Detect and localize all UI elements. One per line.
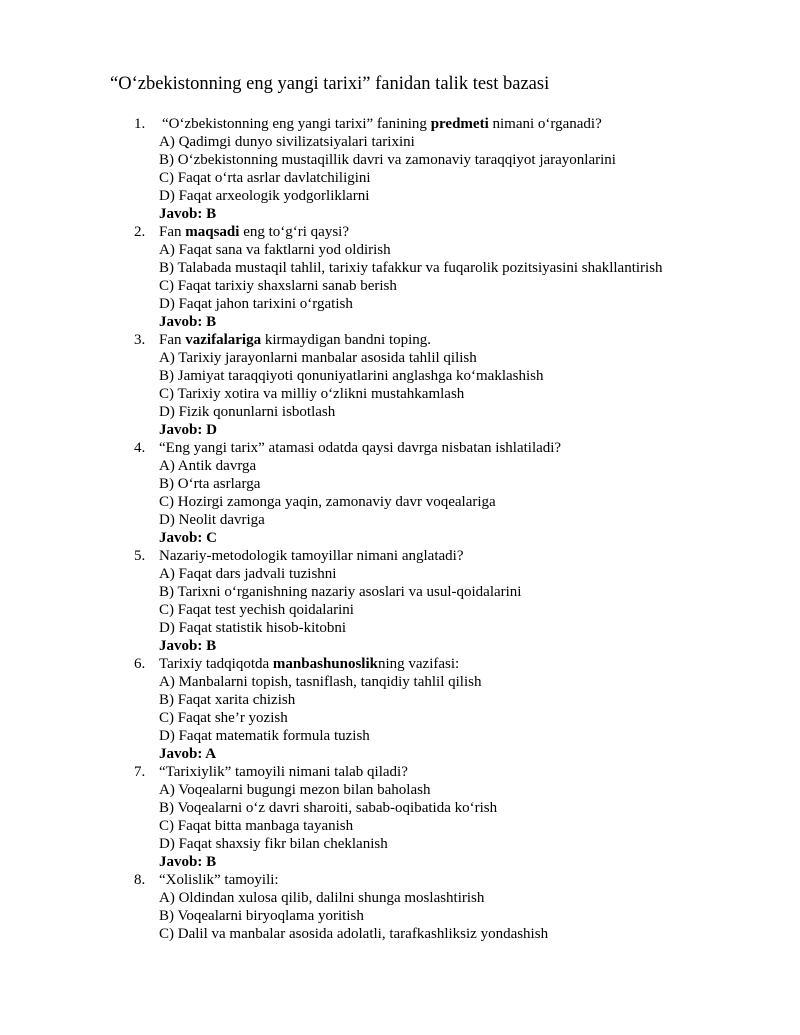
answer-option: D) Neolit davriga [159, 512, 265, 528]
answer-option: A) Faqat dars jadvali tuzishni [159, 566, 337, 582]
question-item [0, 547, 800, 655]
answer-option: B) O‘rta asrlarga [159, 476, 261, 492]
answer-option: D) Fizik qonunlarni isbotlash [159, 404, 336, 420]
answer-option: D) Faqat jahon tarixini o‘rgatish [159, 296, 353, 312]
question-item [0, 439, 800, 547]
answer-option: B) Jamiyat taraqqiyoti qonuniyatlarini anglashga ko‘maklashish [159, 368, 544, 384]
answer-option: A) Antik davrga [159, 458, 257, 474]
stem-keyword: maqsadi [185, 224, 240, 240]
question-list [0, 115, 800, 943]
answer-option: B) Voqealarni o‘z davri sharoiti, sabab-oqibatida ko‘rish [159, 800, 498, 816]
answer-option: C) Faqat she’r yozish [159, 710, 288, 726]
answer-option: B) Talabada mustaqil tahlil, tarixiy tafakkur va fuqarolik pozitsiyasini shakllantirish [159, 260, 663, 276]
answer-option: B) Voqealarni biryoqlama yoritish [159, 908, 364, 924]
stem-keyword: vazifalariga [185, 332, 262, 348]
answer-option: A) Oldindan xulosa qilib, dalilni shunga moslashtirish [159, 890, 485, 906]
question-item [0, 655, 800, 763]
question-number: 6. [134, 656, 146, 672]
answer-option: D) Faqat statistik hisob-kitobni [159, 620, 347, 636]
answer-option: B) O‘zbekistonning mustaqillik davri va zamonaviy taraqqiyot jarayonlarini [159, 152, 616, 168]
answer-key: Javob: B [159, 206, 217, 222]
answer-option: C) Tarixiy xotira va milliy o‘zlikni mustahkamlash [159, 386, 465, 402]
document-title: “O‘zbekistonning eng yangi tarixi” fanidan talik test bazasi [110, 74, 550, 94]
question-number: 3. [134, 332, 146, 348]
answer-option: D) Faqat matematik formula tuzish [159, 728, 370, 744]
answer-option: C) Faqat o‘rta asrlar davlatchiligini [159, 170, 371, 186]
answer-option: C) Faqat bitta manbaga tayanish [159, 818, 354, 834]
question-stem: “Eng yangi tarix” atamasi odatda qaysi davrga nisbatan ishlatiladi? [159, 440, 562, 456]
stem-keyword: manbashunoslik [272, 656, 378, 672]
answer-option: A) Faqat sana va faktlarni yod oldirish [159, 242, 391, 258]
answer-option: C) Hozirgi zamonga yaqin, zamonaviy davr voqealariga [159, 494, 496, 510]
question-number: 1. [134, 116, 146, 132]
answer-option: A) Voqealarni bugungi mezon bilan baholash [159, 782, 431, 798]
question-stem: Fan maqsadi eng to‘g‘ri qaysi? [159, 224, 349, 240]
answer-key: Javob: B [159, 314, 217, 330]
answer-option: B) Faqat xarita chizish [159, 692, 296, 708]
question-number: 4. [134, 440, 146, 456]
question-stem: “Xolislik” tamoyili: [159, 872, 279, 888]
question-number: 5. [134, 548, 146, 564]
question-stem: “Tarixiylik” tamoyili nimani talab qiladi? [159, 764, 408, 780]
stem-keyword: predmeti [430, 116, 489, 132]
question-item [0, 331, 800, 439]
question-item [0, 763, 800, 871]
question-item [0, 115, 800, 223]
answer-option: C) Dalil va manbalar asosida adolatli, tarafkashliksiz yondashish [159, 926, 549, 942]
answer-option: B) Tarixni o‘rganishning nazariy asoslari va usul-qoidalarini [159, 584, 522, 600]
question-number: 7. [134, 764, 146, 780]
answer-key: Javob: D [159, 422, 217, 438]
question-stem: Tarixiy tadqiqotda manbashunoslikning vazifasi: [159, 656, 460, 672]
answer-option: A) Manbalarni topish, tasniflash, tanqidiy tahlil qilish [159, 674, 482, 690]
answer-key: Javob: B [159, 638, 217, 654]
answer-option: A) Tarixiy jarayonlarni manbalar asosida tahlil qilish [159, 350, 477, 366]
answer-option: C) Faqat test yechish qoidalarini [159, 602, 354, 618]
question-number: 2. [134, 224, 146, 240]
answer-option: D) Faqat arxeologik yodgorliklarni [159, 188, 370, 204]
answer-key: Javob: A [159, 746, 217, 762]
question-stem: Nazariy-metodologik tamoyillar nimani anglatadi? [159, 548, 464, 564]
question-item [0, 223, 800, 331]
question-stem: “O‘zbekistonning eng yangi tarixi” fanining predmeti nimani o‘rganadi? [162, 116, 602, 132]
answer-key: Javob: C [159, 530, 217, 546]
answer-key: Javob: B [159, 854, 217, 870]
answer-option: C) Faqat tarixiy shaxslarni sanab berish [159, 278, 397, 294]
question-number: 8. [134, 872, 146, 888]
answer-option: A) Qadimgi dunyo sivilizatsiyalari tarixini [159, 134, 415, 150]
question-item [0, 871, 800, 943]
answer-option: D) Faqat shaxsiy fikr bilan cheklanish [159, 836, 388, 852]
question-stem: Fan vazifalariga kirmaydigan bandni toping. [159, 332, 432, 348]
